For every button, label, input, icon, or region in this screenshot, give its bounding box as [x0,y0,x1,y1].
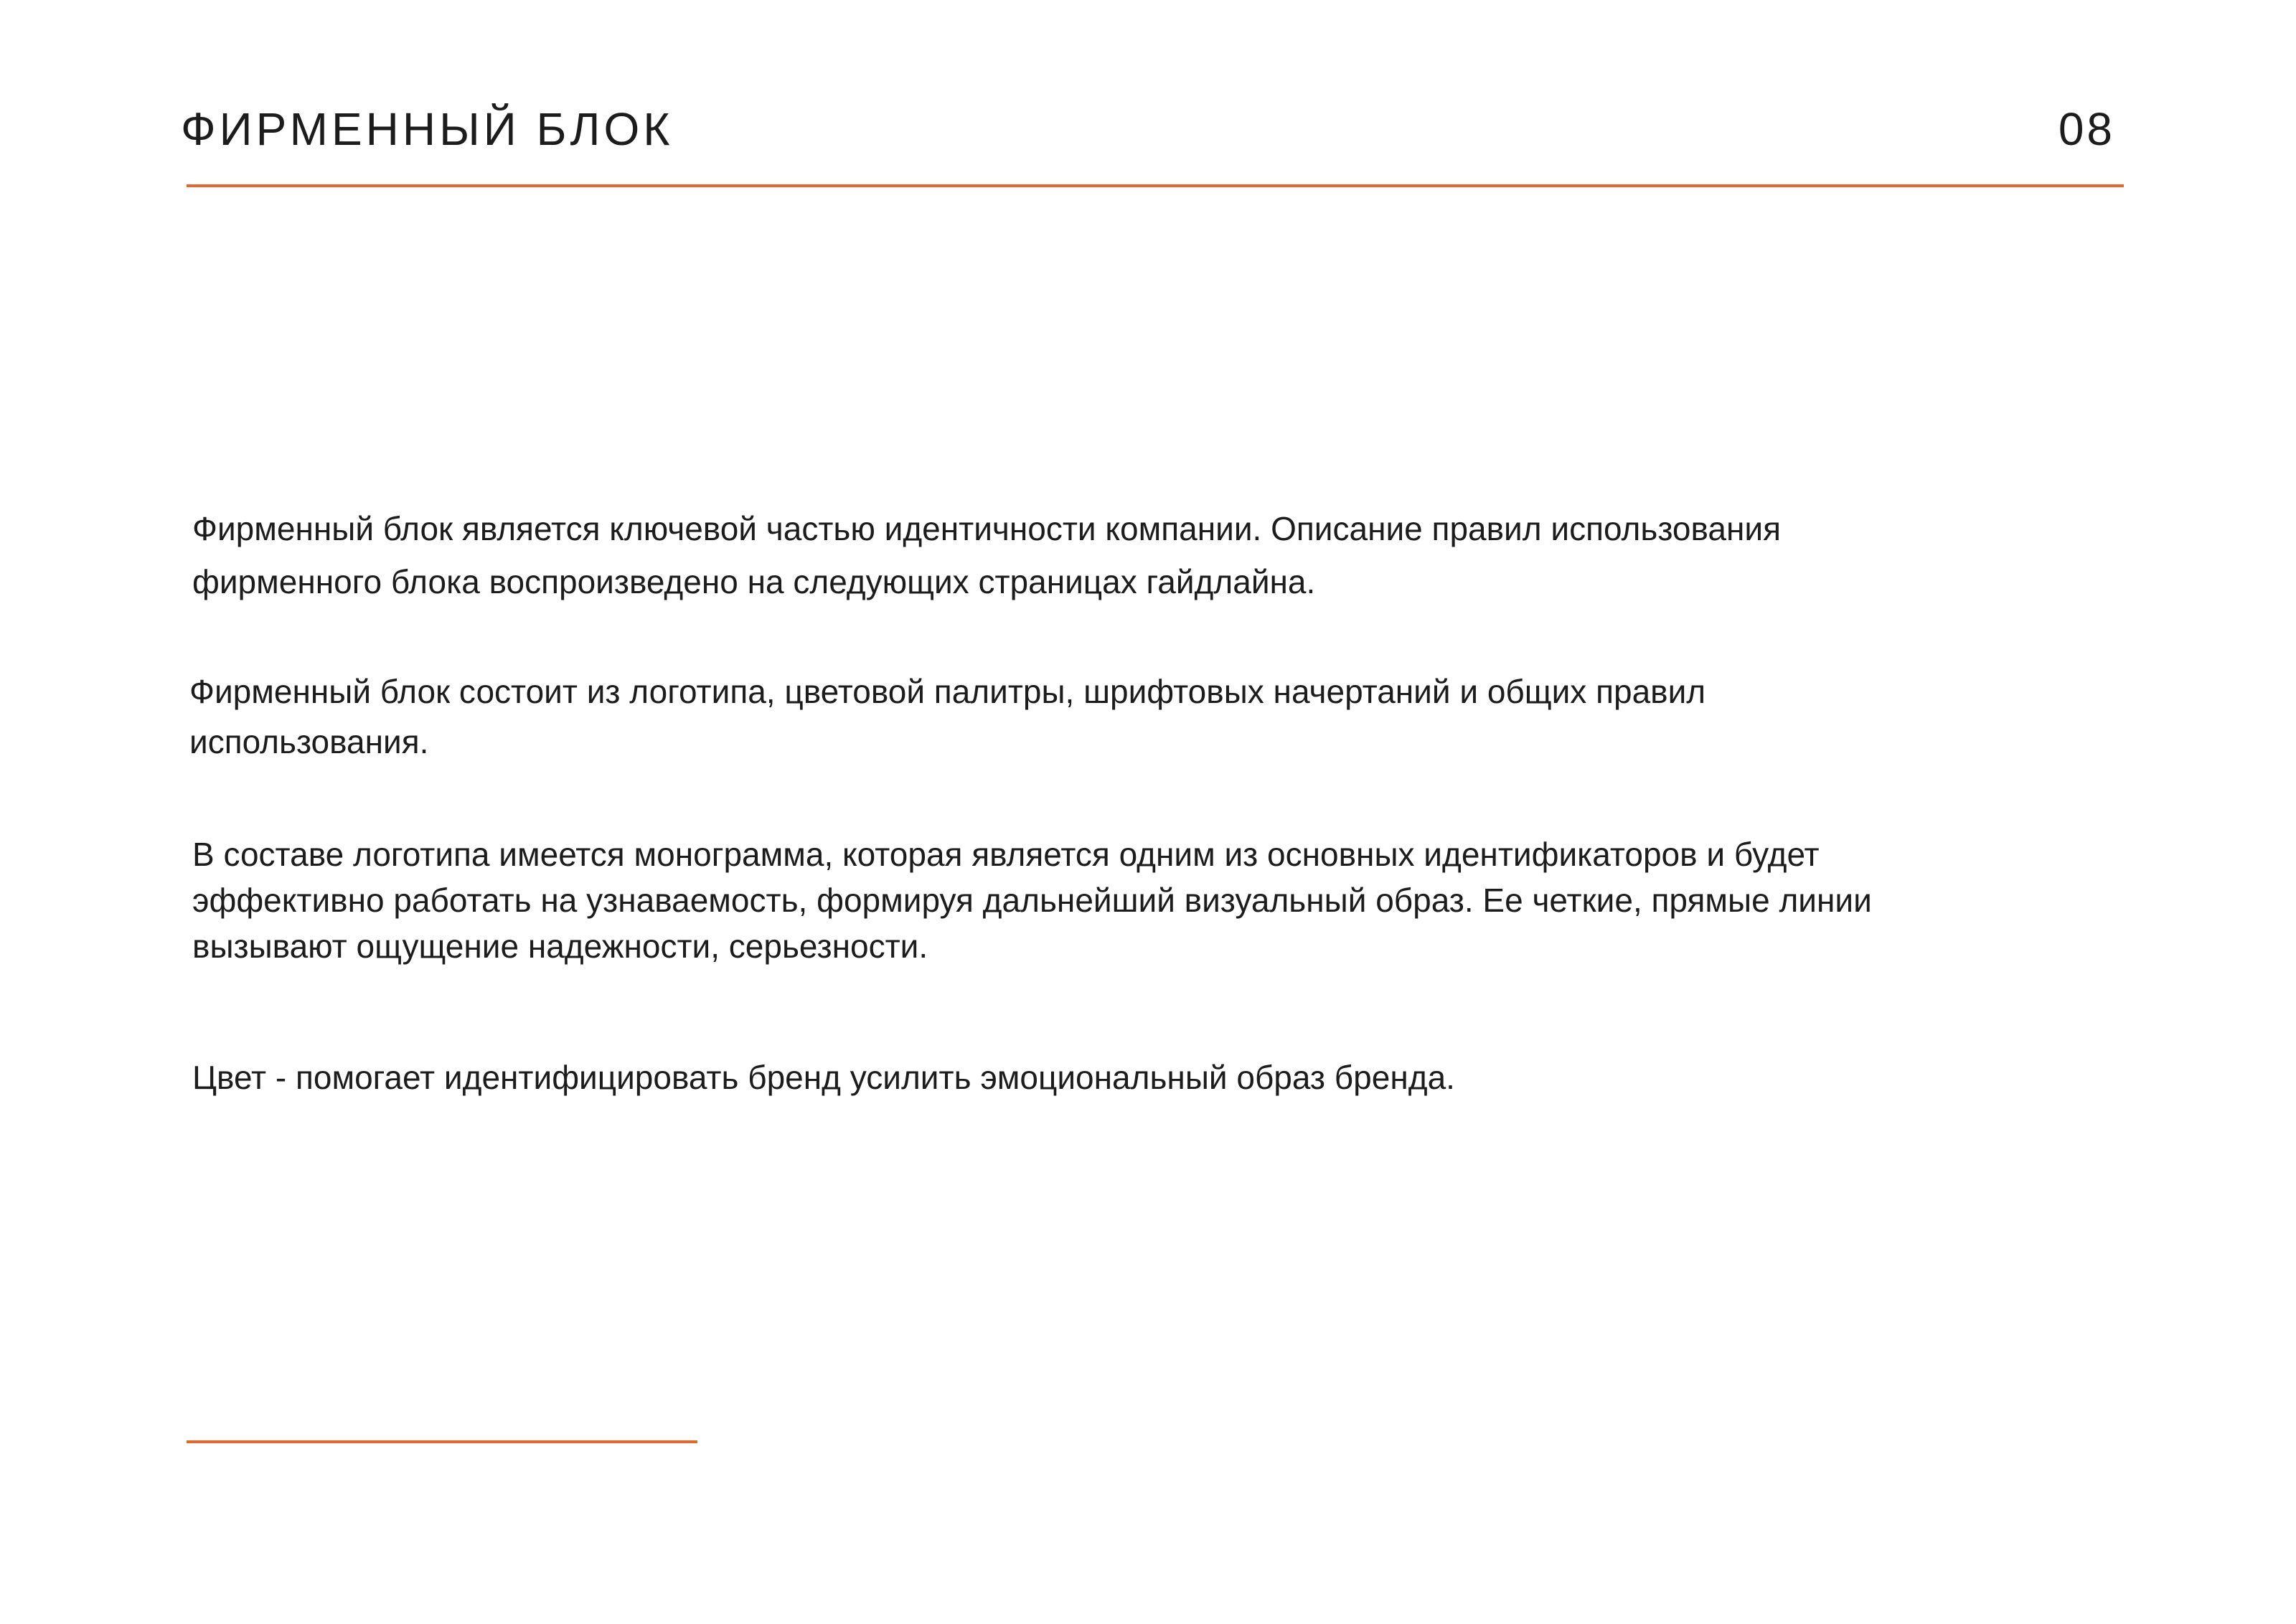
page-number: 08 [2058,103,2115,155]
text-line: Фирменный блок является ключевой частью идентичности компании. Описание правил использования [192,510,1782,547]
text-line: фирменного блока воспроизведено на следующих страницах гайдлайна. [192,563,1316,600]
text-line: использования. [189,723,429,760]
text-line: В составе логотипа имеется монограмма, которая является одним из основных идентификаторов и будет [192,836,1820,873]
paragraph-monogram [192,831,1872,969]
page-title: ФИРМЕННЫЙ БЛОК [181,103,674,155]
paragraph-color [192,1054,1455,1100]
text-line: Фирменный блок состоит из логотипа, цветовой палитры, шрифтовых начертаний и общих правил [189,673,1706,710]
paragraph-brand-block-components [189,666,1705,767]
text-line: вызывают ощущение надежности, серьезности. [192,927,928,965]
text-line: Цвет - помогает идентифицировать бренд усилить эмоциональный образ бренда. [192,1059,1455,1096]
text-line: эффективно работать на узнаваемость, формируя дальнейший визуальный образ. Ее четкие, прямые линии [192,882,1872,919]
header-divider [187,184,2124,187]
footer-accent-line [187,1440,697,1443]
paragraph-brand-block-intro [192,502,1781,608]
